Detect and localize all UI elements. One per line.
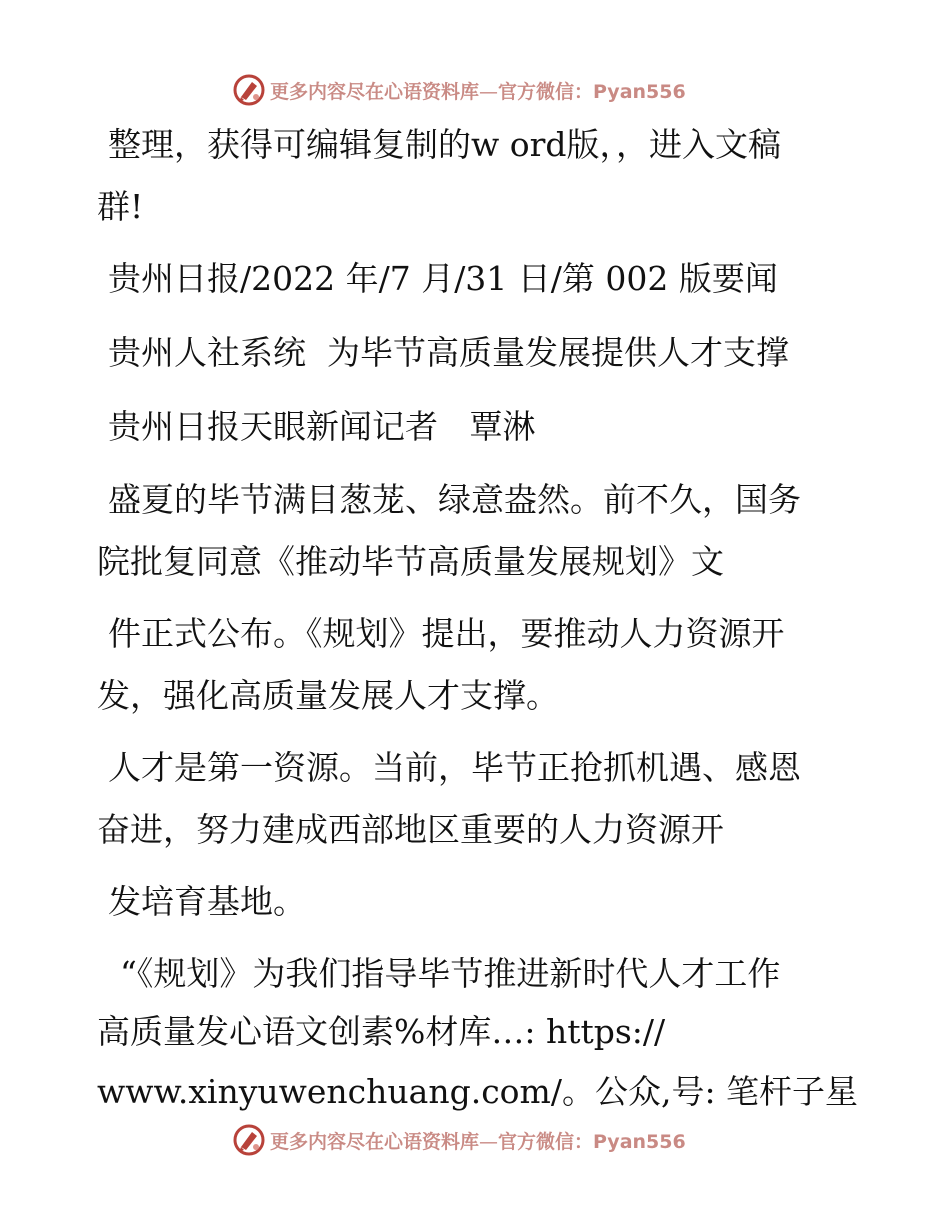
body-line: 整理，获得可编辑复制的w ord版，，进入文稿 [108, 125, 782, 164]
body-line: www.xinyuwenchuang.com/。公众,号: 笔杆子星 [97, 1072, 859, 1111]
body-line: 人才是第一资源。当前，毕节正抢抓机遇、感恩 [108, 748, 801, 787]
body-line: 发培育基地。 [108, 882, 306, 921]
body-line: 高质量发心语文创素%材库…: https:// [97, 1012, 666, 1051]
article-title: 贵州人社系统 为毕节高质量发展提供人才支撑 [108, 333, 789, 372]
article-byline: 贵州日报天眼新闻记者 覃淋 [108, 407, 536, 446]
body-line: 奋进，努力建成西部地区重要的人力资源开 [97, 810, 724, 849]
body-line: 盛夏的毕节满目葱茏、绿意盎然。前不久，国务 [108, 480, 801, 519]
pen-logo-icon [232, 1123, 266, 1157]
body-line: 群! [97, 187, 144, 226]
footer-watermark-banner [232, 1120, 712, 1160]
article-source-line: 贵州日报/2022 年/7 月/31 日/第 002 版要闻 [108, 259, 778, 298]
body-line: “《规划》为我们指导毕节推进新时代人才工作 [120, 954, 781, 993]
body-line: 院批复同意《推动毕节高质量发展规划》文 [97, 542, 724, 581]
body-line: 发，强化高质量发展人才支撑。 [97, 676, 559, 715]
watermark-text: 更多内容尽在心语资料库—官方微信：Pyan556 [270, 80, 686, 103]
watermark-text: 更多内容尽在心语资料库—官方微信：Pyan556 [270, 1130, 686, 1153]
header-watermark-banner [232, 70, 712, 110]
body-line: 件正式公布。《规划》提出，要推动人力资源开 [108, 614, 785, 653]
pen-logo-icon [232, 73, 266, 107]
